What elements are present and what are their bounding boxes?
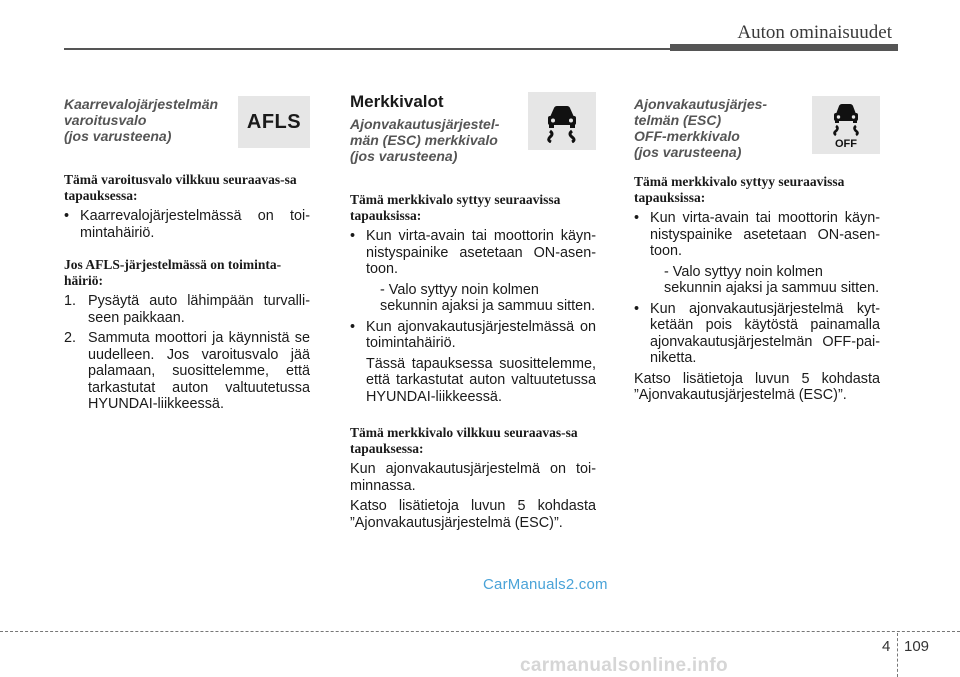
afls-icon-label: AFLS	[246, 110, 302, 133]
esc-off-reference: Katso lisätietoja luvun 5 kohdasta ”Ajonvakautusjärjestelmä (ESC)”.	[634, 370, 880, 403]
list-item: • Kaarrevalojärjestelmässä on toi-mintahäiriö.	[64, 208, 310, 241]
column-afls	[64, 96, 310, 417]
afls-bullets	[64, 208, 310, 241]
list-item: - Valo syttyy noin kolmen sekunnin ajaksi ja sammuu sitten.	[664, 263, 880, 296]
esc-bullets	[350, 228, 596, 278]
list-item: • Kun virta-avain tai moottorin käyn-nistyspainike asetetaan ON-asen-toon.	[634, 210, 880, 259]
esc-sublist	[366, 282, 596, 315]
afls-icon	[238, 96, 310, 148]
list-item: 2. Sammuta moottori ja käynnistä se uudelleen. Jos varoitusvalo jää palamaan, suosittelemme, että tarkastutat auton valtuutetussa HYUNDAI-liikkeessä.	[64, 330, 310, 412]
esc-icon	[528, 92, 596, 150]
esc-car-skid-icon	[540, 99, 584, 143]
afls-fault-heading: Jos AFLS-järjestelmässä on toiminta-häiriö:	[64, 257, 282, 288]
footer-rule	[0, 631, 960, 632]
list-item: • Kun ajonvakautusjärjestelmä kyt-ketään pois käytöstä painamalla ajonvakautusjärjestelmän OFF-pai-niketta.	[634, 300, 880, 366]
esc-blink-text: Kun ajonvakautusjärjestelmä on toi-minnassa.	[350, 461, 596, 494]
esc-heading: Ajonvakautusjärjestel- män (ESC) merkkivalo (jos varusteena)	[350, 116, 500, 164]
esc-off-icon-label: OFF	[835, 138, 857, 150]
afls-steps	[64, 293, 310, 413]
esc-on-intro: Tämä merkkivalo syttyy seuraavissa tapauksissa:	[350, 192, 561, 223]
footer-divider	[897, 633, 898, 677]
chapter-number: 4	[882, 638, 891, 655]
header-bar	[670, 44, 898, 51]
afls-heading: Kaarrevalojärjestelmän varoitusvalo (jos varusteena)	[64, 96, 219, 144]
column-esc-off	[634, 96, 880, 408]
afls-intro: Tämä varoitusvalo vilkkuu seuraavas-sa tapauksessa:	[64, 172, 297, 203]
column-esc	[350, 92, 596, 535]
esc-heading-block	[350, 116, 596, 182]
running-header: Auton ominaisuudet	[737, 22, 892, 43]
watermark-link[interactable]: CarManuals2.com	[483, 576, 608, 593]
list-item: - Valo syttyy noin kolmen sekunnin ajaksi ja sammuu sitten.	[380, 281, 596, 314]
esc-off-bullets-2	[634, 301, 880, 367]
esc-off-heading: Ajonvakautusjärjes- telmän (ESC) OFF-merkkivalo (jos varusteena)	[634, 96, 768, 160]
esc-off-icon	[812, 96, 880, 154]
page-number: 109	[904, 638, 930, 655]
list-item: • Kun virta-avain tai moottorin käyn-nistyspainike asetetaan ON-asen-toon.	[350, 228, 596, 277]
header-rule	[64, 48, 670, 50]
esc-off-sublist	[650, 264, 880, 297]
list-item: • Kun ajonvakautusjärjestelmässä on toimintahäiriö.	[350, 318, 596, 351]
list-item: 1. Pysäytä auto lähimpään turvalli-seen paikkaan.	[64, 293, 310, 326]
bottom-watermark: carmanualsonline.info	[520, 655, 728, 676]
esc-bullets-2	[350, 319, 596, 352]
esc-reference: Katso lisätietoja luvun 5 kohdasta ”Ajonvakautusjärjestelmä (ESC)”.	[350, 498, 596, 531]
esc-off-intro: Tämä merkkivalo syttyy seuraavissa tapauksissa:	[634, 174, 845, 205]
esc-off-car-skid-icon	[824, 100, 868, 150]
afls-heading-block	[64, 96, 310, 162]
esc-off-heading-block	[634, 96, 880, 164]
section-title: Merkkivalot	[350, 92, 444, 111]
esc-blink-intro: Tämä merkkivalo vilkkuu seuraavas-sa tapauksessa:	[350, 425, 578, 456]
esc-recommendation: Tässä tapauksessa suosittelemme, että tarkastutat auton valtuutetussa HYUNDAI-liikkeessä.	[366, 355, 596, 405]
esc-off-bullets	[634, 210, 880, 260]
